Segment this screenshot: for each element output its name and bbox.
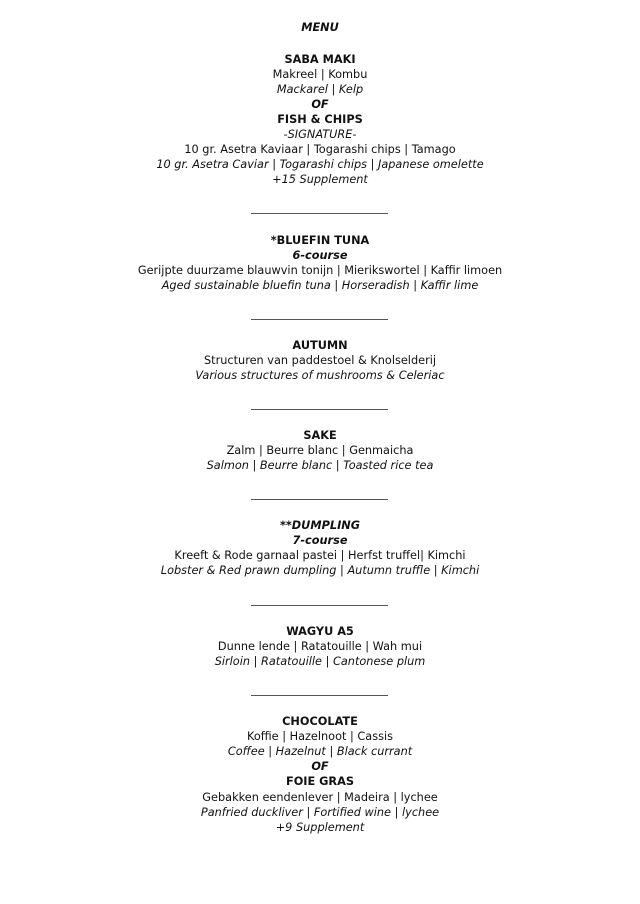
supplement-price: +9 Supplement <box>275 821 365 834</box>
menu-title: MENU <box>301 21 339 34</box>
course-description-nl: Makreel | Kombu <box>272 68 368 81</box>
course-description-en: Mackarel | Kelp <box>276 83 364 96</box>
course-description-en: Lobster & Red prawn dumpling | Autumn truffle | Kimchi <box>160 564 480 577</box>
course-description-en: Various structures of mushrooms & Celeriac <box>195 369 445 382</box>
course-name: CHOCOLATE <box>282 715 358 728</box>
course-count-label: 7-course <box>292 534 348 547</box>
alternative-description-en: Panfried duckliver | Fortified wine | lychee <box>200 806 440 819</box>
course-description-nl: Kreeft & Rode garnaal pastei | Herfst truffel| Kimchi <box>174 549 466 562</box>
alternative-description-nl: 10 gr. Asetra Kaviaar | Togarashi chips | Tamago <box>184 143 456 156</box>
section-divider <box>251 605 388 606</box>
course-description-nl: Koffie | Hazelnoot | Cassis <box>246 730 394 743</box>
course-count-label: 6-course <box>292 249 348 262</box>
course-name: WAGYU A5 <box>286 625 354 638</box>
course-description-nl: Zalm | Beurre blanc | Genmaicha <box>226 444 414 457</box>
course-description-en: Aged sustainable bluefin tuna | Horseradish | Kaffir lime <box>161 279 479 292</box>
section-divider <box>251 409 388 410</box>
course-description-nl: Dunne lende | Ratatouille | Wah mui <box>217 640 423 653</box>
supplement-price: +15 Supplement <box>272 173 368 186</box>
signature-tag: -SIGNATURE- <box>283 128 357 141</box>
alternative-course-name: FISH & CHIPS <box>277 113 363 126</box>
alternative-course-name: FOIE GRAS <box>285 775 355 788</box>
section-divider <box>251 499 388 500</box>
course-description-en: Sirloin | Ratatouille | Cantonese plum <box>214 655 426 668</box>
or-separator: OF <box>311 98 329 111</box>
alternative-description-nl: Gebakken eendenlever | Madeira | lychee <box>202 791 438 804</box>
course-name: SAKE <box>303 429 337 442</box>
course-description-nl: Structuren van paddestoel & Knolselderij <box>204 354 436 367</box>
course-name: SABA MAKI <box>284 53 356 66</box>
section-divider <box>251 213 388 214</box>
or-separator: OF <box>311 760 329 773</box>
alternative-description-en: 10 gr. Asetra Caviar | Togarashi chips | Japanese omelette <box>156 158 484 171</box>
course-description-en: Coffee | Hazelnut | Black currant <box>227 745 413 758</box>
course-description-nl: Gerijpte duurzame blauwvin tonijn | Mierikswortel | Kaffir limoen <box>137 264 503 277</box>
section-divider <box>251 319 388 320</box>
section-divider <box>251 695 388 696</box>
course-description-en: Salmon | Beurre blanc | Toasted rice tea <box>206 459 434 472</box>
course-name: **DUMPLING <box>279 519 361 532</box>
course-name: AUTUMN <box>292 339 348 352</box>
course-name: *BLUEFIN TUNA <box>270 234 370 247</box>
